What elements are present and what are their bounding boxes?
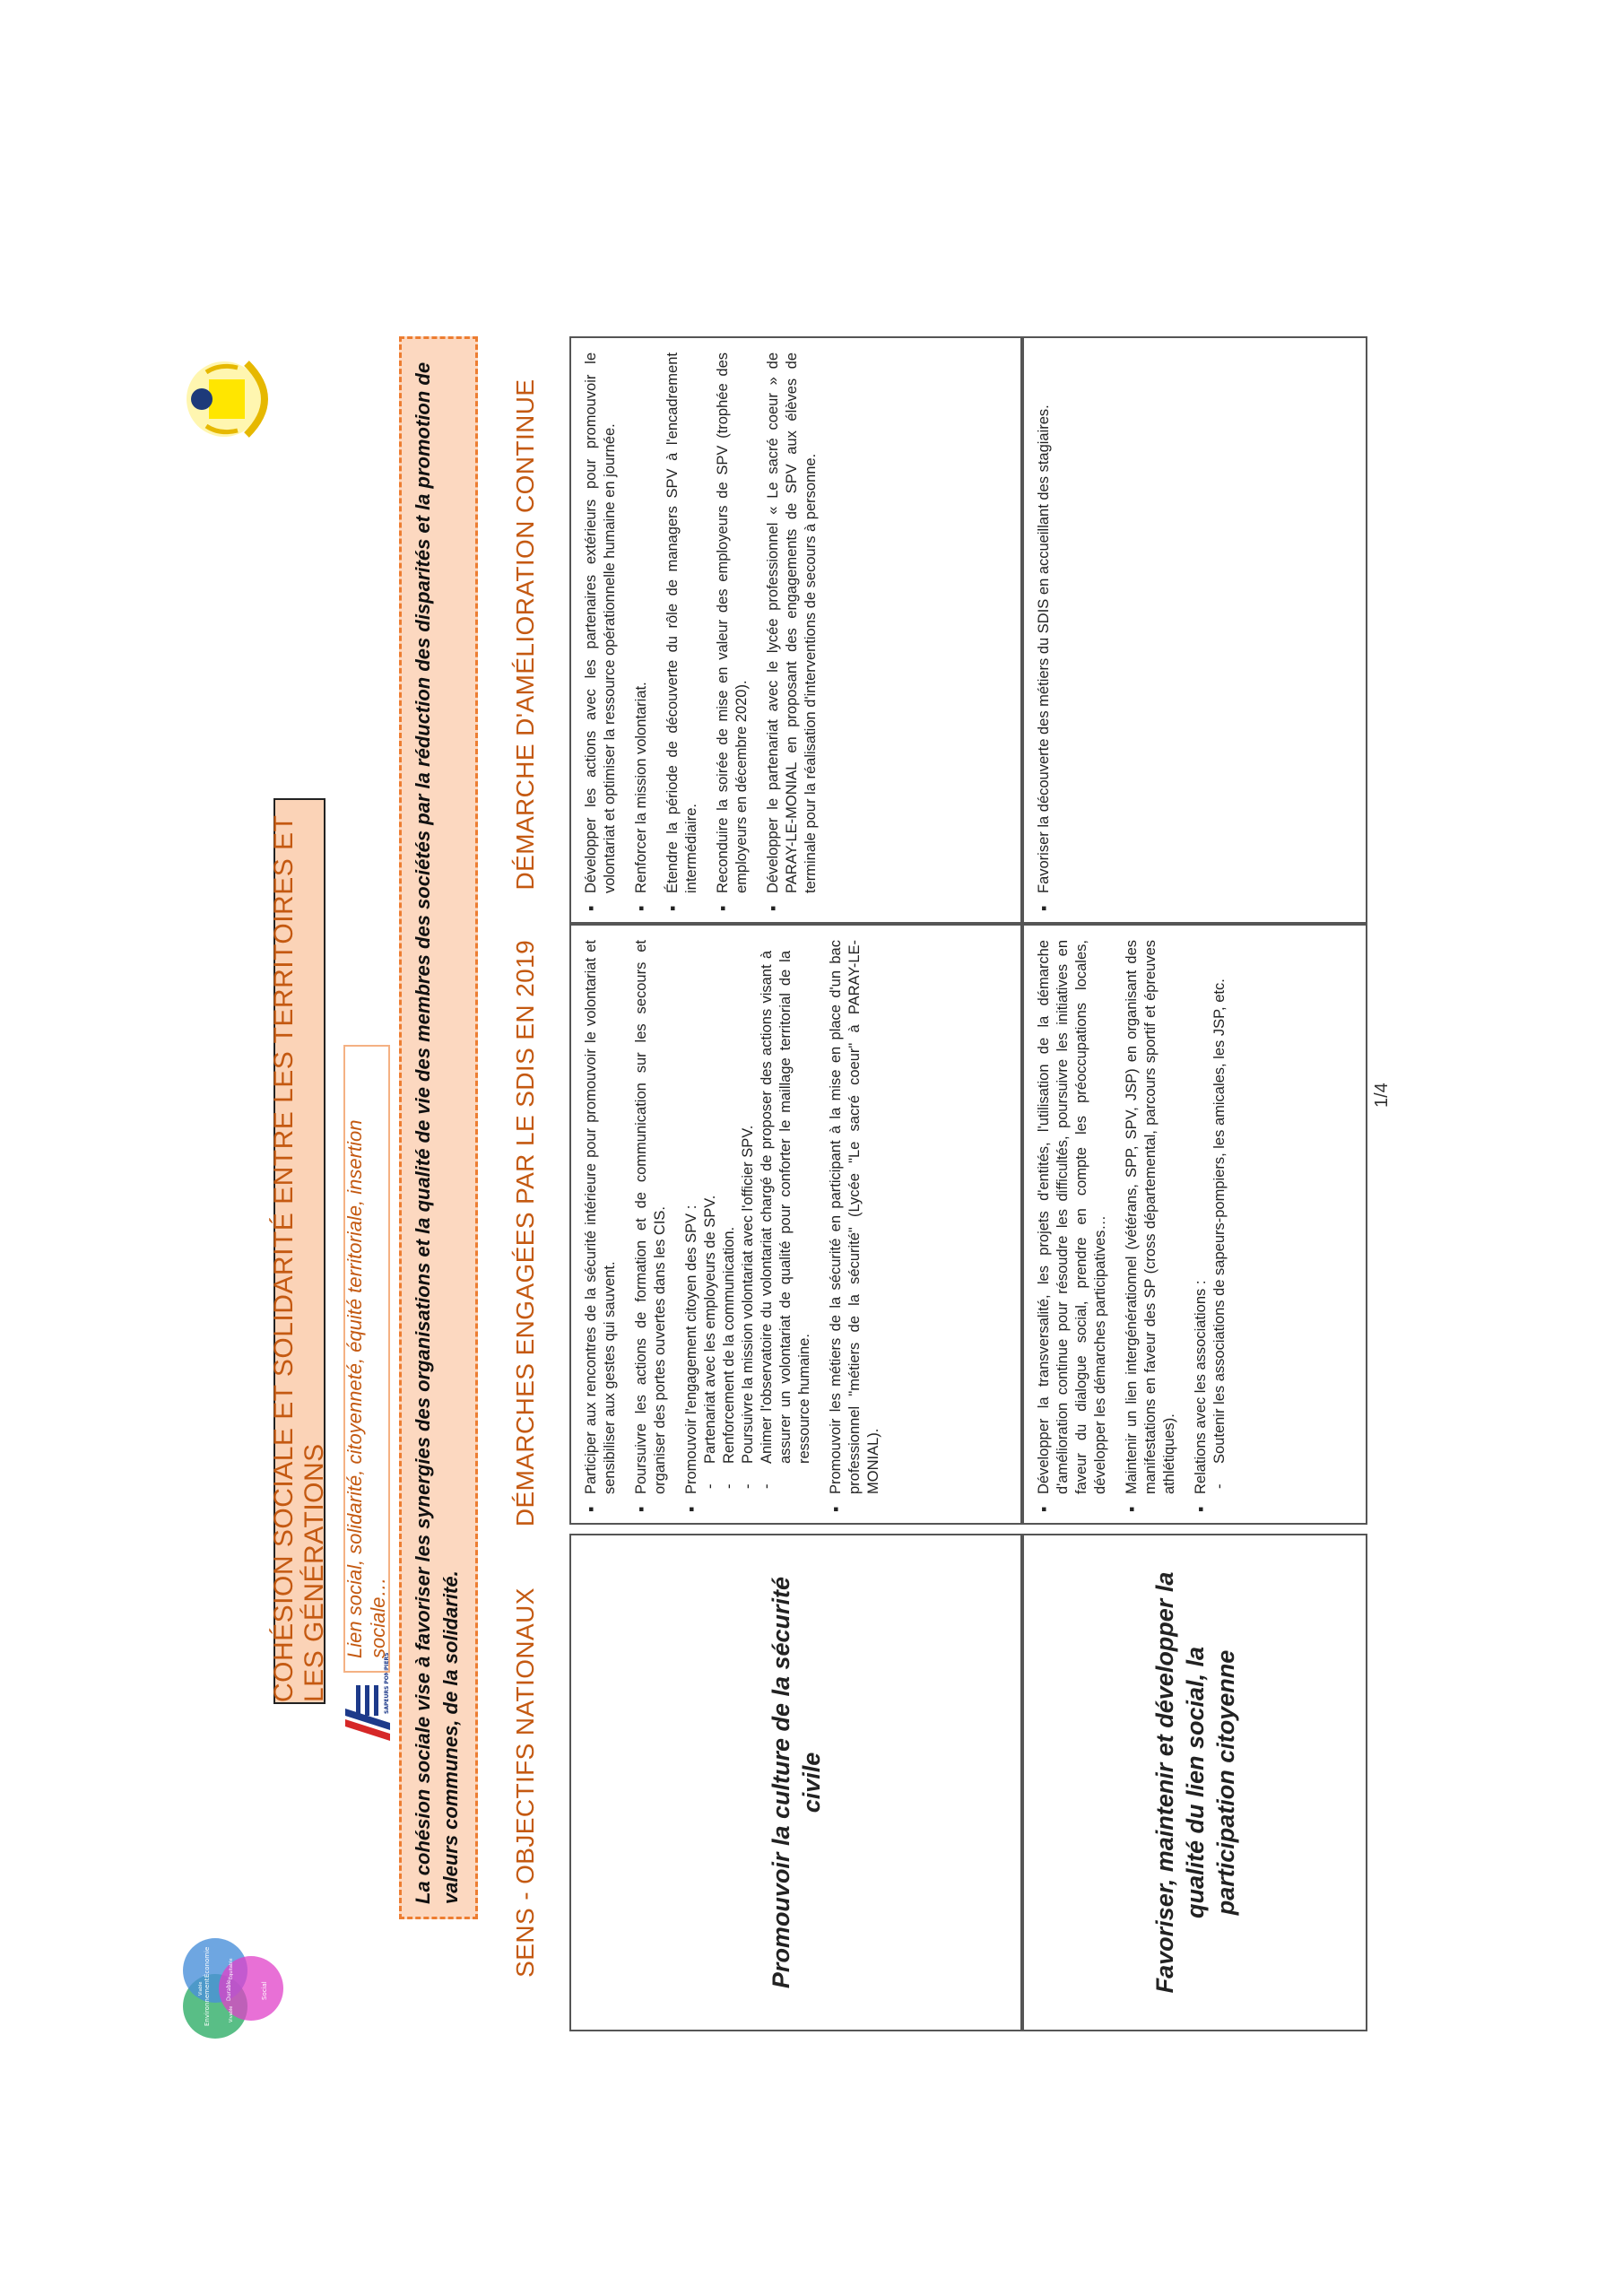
venn-label: Économie (204, 1946, 211, 1978)
objective-text: Promouvoir la culture de la sécurité civile (767, 1576, 825, 1989)
engaged-list (582, 929, 883, 1519)
page-subtitle: Lien social, solidarité, citoyenneté, équité territoriale, insertion sociale… (343, 1119, 389, 1658)
sub-list (701, 940, 814, 1494)
venn-label: Durable (226, 1979, 232, 2001)
column-heading-engaged: DÉMARCHES ENGAGÉES PAR LE SDIS EN 2019 (511, 939, 539, 1527)
sub-list-item: - Soutenir les associations de sapeurs-pompiers, les amicales, les JSP, etc. (1211, 951, 1229, 1494)
venn-label: Équitable (229, 1958, 234, 1979)
improvement-cell (1022, 336, 1367, 924)
venn-label: Viable (198, 1981, 204, 1996)
sub-list-item: - Poursuivre la mission volontariat avec l'officier SPV. (739, 951, 758, 1494)
sub-list-item: - Animer l'observatoire du volontariat chargé de proposer des actions visant à assurer un volontariat de qualité pour conforter le maillage territorial de la ressource humaine. (758, 951, 814, 1494)
list-item: ▪ Maintenir un lien intergénérationnel (vétérans, SPP, SPV, JSP) en organisant des manifestations en faveur des SP (cross départemental, parcours sportif et épreuves athlétiques). (1123, 940, 1179, 1519)
subtitle-box (343, 1045, 390, 1673)
venn-label: Vivable (229, 2005, 234, 2022)
list-item: ▪ Développer la transversalité, les projets d'entités, l'utilisation de la démarche d'amélioration continue pour résoudre les difficultés, poursuivre les initiatives en faveur du dialogue social, prendre en compte les préoccupations locales, développer les démarches participatives… (1035, 940, 1110, 1519)
list-item: ▪ Développer les actions avec les partenaires extérieurs pour promouvoir le volontariat et optimiser la ressource opérationnelle humaine en journée. (582, 352, 620, 918)
sub-list-item: - Renforcement de la communication. (720, 951, 739, 1494)
improvement-list (1035, 342, 1054, 918)
column-heading-improvement: DÉMARCHE D'AMÉLIORATION CONTINUE (511, 378, 539, 891)
list-item: ▪ Développer le partenariat avec le lycée professionnel « Le sacré coeur » de PARAY-LE-MONIAL en proposant des engagements de SPV aux élèves de terminale pour la réalisation d'interventions de secours à personne. (764, 352, 820, 918)
page-number: 1/4 (1372, 1083, 1392, 1108)
sub-list-item: - Partenariat avec les employeurs de SPV. (701, 951, 720, 1494)
firefighter-emblem-icon (175, 345, 282, 453)
list-item: ▪ Étendre la période de découverte du rôle de managers SPV à l'encadrement intermédiaire. (664, 352, 701, 918)
objectives-table (569, 336, 1367, 2031)
list-item: ▪ Reconduire la soirée de mise en valeur des employeurs de SPV (trophée des employeurs en décembre 2020). (714, 352, 751, 918)
list-item: ▪ Favoriser la découverte des métiers du SDIS en accueillant des stagiaires. (1035, 352, 1054, 918)
page-title-box (269, 798, 329, 1704)
venn-label: Environnement (204, 1978, 211, 2026)
column-heading-objectives: SENS - OBJECTIFS NATIONAUX (511, 1587, 539, 1978)
list-item: ▪ Promouvoir l'engagement citoyen des SPV : - Partenariat avec les employeurs de SPV. - Renforcement de la communication. - Poursuivre la mission volontariat avec l'officier SPV. - Animer l'observatoire du volontariat chargé de proposer des actions visant à assurer un volontariat de qualité pour conforter le maillage territorial de la ressource humaine. (682, 940, 814, 1519)
engaged-cell (569, 924, 1022, 1525)
list-item: ▪ Participer aux rencontres de la sécurité intérieure pour promouvoir le volontariat et sensibiliser aux gestes qui sauvent. (582, 940, 620, 1519)
engaged-cell (1022, 924, 1367, 1525)
sapeurs-pompiers-logo-icon (336, 1652, 399, 1746)
improvement-cell (569, 336, 1022, 924)
list-item: ▪ Renforcer la mission volontariat. (632, 352, 651, 918)
list-item: ▪ Poursuivre les actions de formation et de communication sur les secours et organiser des portes ouvertes dans les CIS. (632, 940, 670, 1519)
objective-text: Favoriser, maintenir et développer la qualité du lien social, la participation citoyenne (1150, 1571, 1239, 1994)
intro-statement: La cohésion sociale vise à favoriser les synergies des organisations et la qualité de vie des membres des sociétés par la réduction des disparités et la promotion de valeurs communes, de la solidarité. (399, 336, 478, 1919)
list-item: ▪ Relations avec les associations : - Soutenir les associations de sapeurs-pompiers, les amicales, les JSP, etc. (1192, 940, 1229, 1519)
sustainability-venn-icon (175, 1937, 296, 2040)
document-page (175, 336, 1392, 2040)
improvement-list (582, 342, 820, 918)
venn-label: Social (261, 1981, 268, 2000)
objective-cell (569, 1534, 1022, 2031)
list-item: ▪ Promouvoir les métiers de la sécurité en participant à la mise en place d'un bac professionnel "métiers de la sécurité" (Lycée "Le sacré coeur" à PARAY-LE-MONIAL). (827, 940, 883, 1519)
objective-cell (1022, 1534, 1367, 2031)
logo-wordmark: SAPEURS POMPIERS (384, 1652, 390, 1714)
sub-list (1211, 940, 1229, 1494)
page-title: COHÉSION SOCIALE ET SOLIDARITÉ ENTRE LES TERRITOIRES ET LES GÉNÉRATIONS (269, 815, 329, 1702)
engaged-list (1035, 929, 1229, 1519)
